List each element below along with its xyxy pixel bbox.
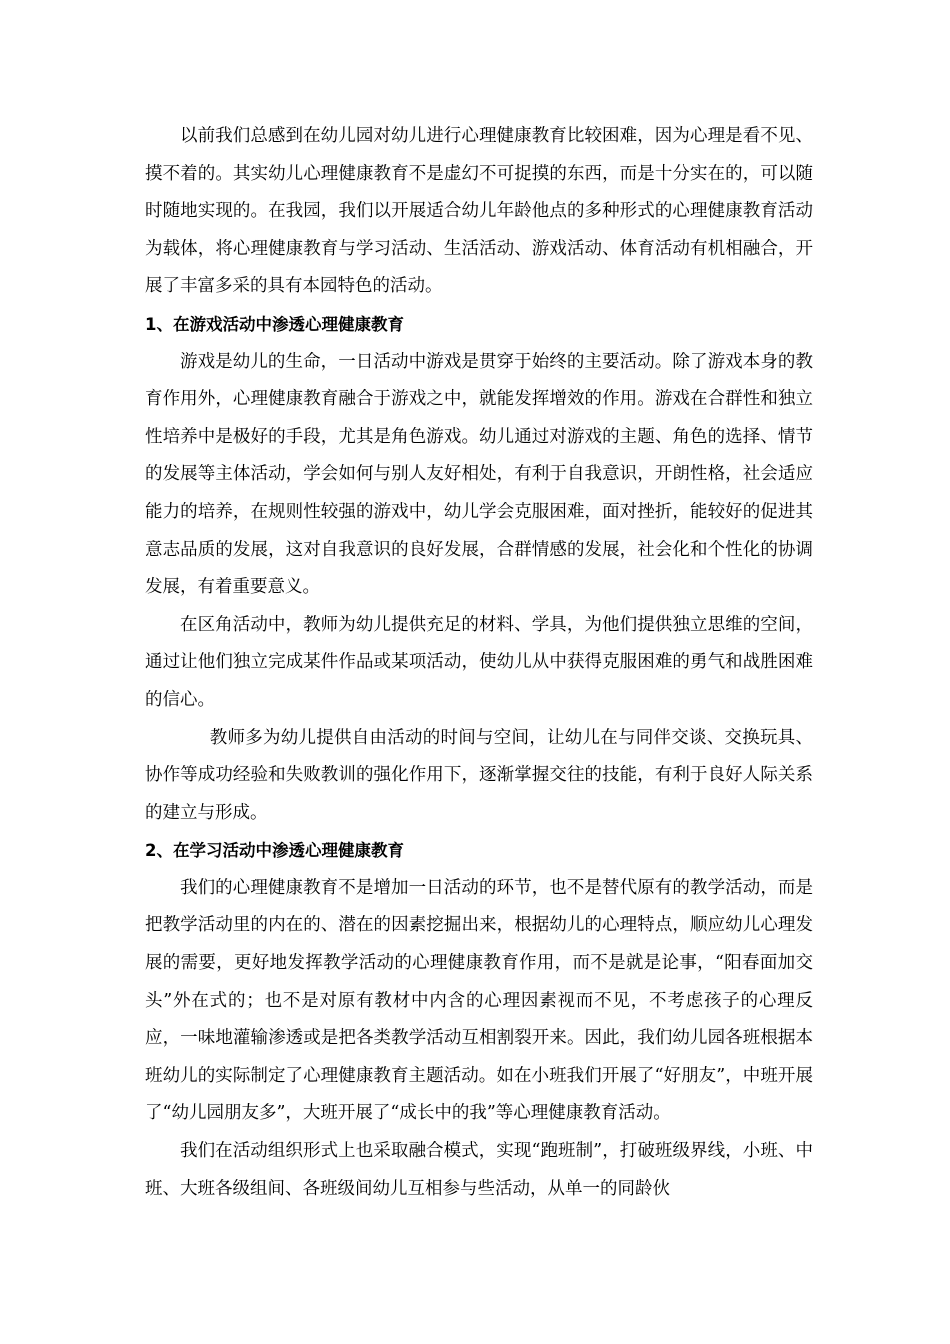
learning-paragraph: 我们的心理健康教育不是增加一日活动的环节，也不是替代原有的教学活动，而是把教学活动里的内在的、潜在的因素挖掘出来，根据幼儿的心理特点，顺应幼儿心理发展的需要，更好地发挥教学活动的心理健康教育作用，而不是就是论事，“阳春面加交头”外在式的；也不是对原有教材中内含的心理因素视而不见，不考虑孩子的心理反应，一味地灌输渗透或是把各类教学活动互相割裂开来。因此，我们幼儿园各班根据本班幼儿的实际制定了心理健康教育主题活动。如在小班我们开展了“好朋友”，中班开展了“幼儿园朋友多”，大班开展了“成长中的我”等心理健康教育活动。 <box>145 877 813 1124</box>
corner-activity-paragraph: 在区角活动中，教师为幼儿提供充足的材料、学具，为他们提供独立思维的空间，通过让他们独立完成某件作品或某项活动，使幼儿从中获得克服困难的勇气和战胜困难的信心。 <box>145 614 813 710</box>
game-paragraph: 游戏是幼儿的生命，一日活动中游戏是贯穿于始终的主要活动。除了游戏本身的教育作用外，心理健康教育融合于游戏之中，就能发挥增效的作用。游戏在合群性和独立性培养中是极好的手段，尤其是角色游戏。幼儿通过对游戏的主题、角色的选择、情节的发展等主体活动，学会如何与别人友好相处，有利于自我意识，开朗性格，社会适应能力的培养，在规则性较强的游戏中，幼儿学会克服困难，面对挫折，能较好的促进其意志品质的发展，这对自我意识的良好发展，合群情感的发展，社会化和个性化的协调发展，有着重要意义。 <box>145 351 813 598</box>
intro-paragraph: 以前我们总感到在幼儿园对幼儿进行心理健康教育比较困难，因为心理是看不见、摸不着的。其实幼儿心理健康教育不是虚幻不可捉摸的东西，而是十分实在的，可以随时随地实现的。在我园，我们以开展适合幼儿年龄他点的多种形式的心理健康教育活动为载体，将心理健康教育与学习活动、生活活动、游戏活动、体育活动有机相融合，开展了丰富多采的具有本园特色的活动。 <box>145 126 813 297</box>
free-activity-paragraph: 教师多为幼儿提供自由活动的时间与空间，让幼儿在与同伴交谈、交换玩具、协作等成功经验和失败教训的强化作用下，逐渐掌握交往的技能，有利于良好人际关系的建立与形成。 <box>145 727 813 823</box>
document-page <box>145 118 813 1208</box>
section-heading-1: 1、在游戏活动中渗透心理健康教育 <box>145 314 404 334</box>
section-heading-2: 2、在学习活动中渗透心理健康教育 <box>145 841 404 861</box>
organization-paragraph: 我们在活动组织形式上也采取融合模式，实现“跑班制”，打破班级界线，小班、中班、大班各级组间、各班级间幼儿互相参与些活动，从单一的同龄伙 <box>145 1141 813 1199</box>
